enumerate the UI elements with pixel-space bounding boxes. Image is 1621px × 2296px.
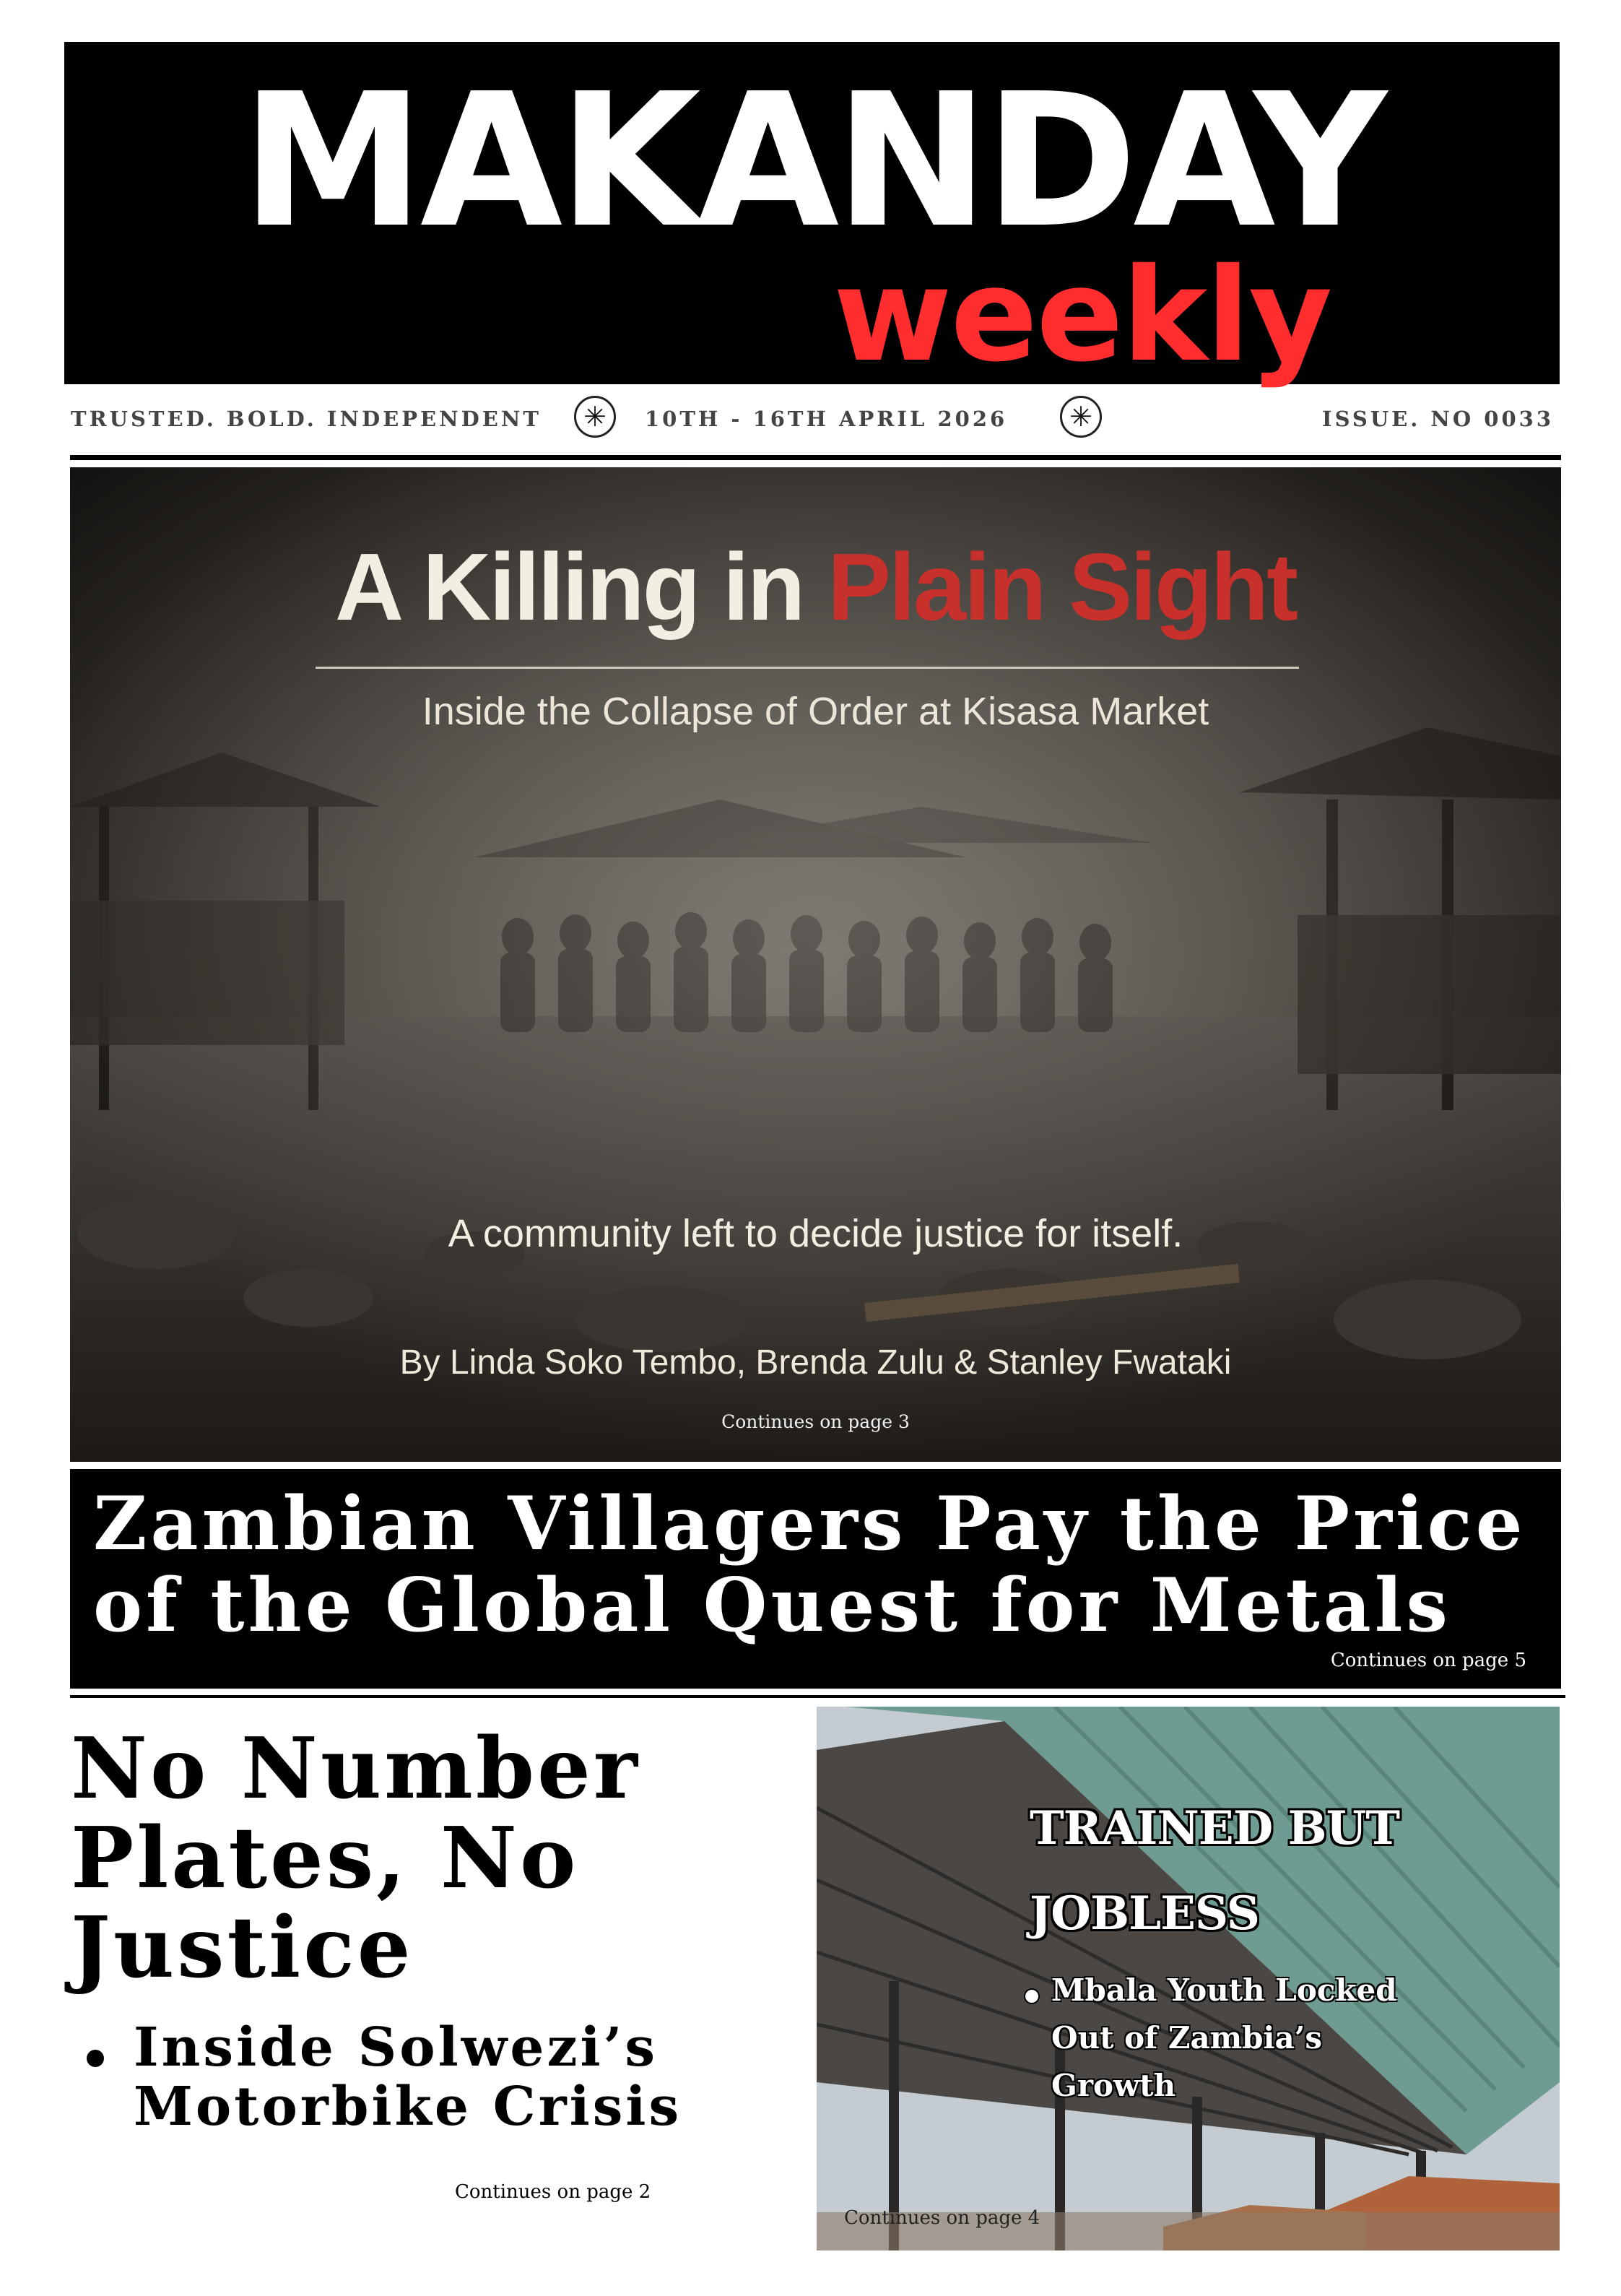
motto: TRUSTED. BOLD. INDEPENDENT: [71, 407, 542, 431]
lead-headline-part1: A Killing in: [334, 534, 827, 640]
lead-headline-part2: Plain Sight: [827, 534, 1297, 640]
bullet-icon: [1025, 1990, 1038, 2003]
asterisk-icon: ✳: [574, 396, 616, 438]
masthead: [64, 42, 1560, 390]
lead-story[interactable]: [70, 467, 1561, 1462]
bullet-icon: [87, 2050, 104, 2067]
masthead-subtitle: weekly: [833, 241, 1331, 390]
lead-continues-link[interactable]: Continues on page 3: [721, 1411, 910, 1432]
divider: [70, 455, 1561, 460]
lead-tagline: A community left to decide justice for itself.: [448, 1212, 1183, 1255]
photo-story-continues-link[interactable]: Continues on page 4: [844, 2207, 1040, 2229]
banner-story[interactable]: [70, 1469, 1561, 1689]
banner-continues-link[interactable]: Continues on page 5: [1330, 1650, 1526, 1671]
issue-number: ISSUE. NO 0033: [1322, 407, 1554, 431]
masthead-title: MAKANDAY: [241, 54, 1383, 269]
photo-story-bullet: Mbala Youth Locked Out of Zambia’s Growth: [1051, 1972, 1397, 2103]
left-story-bullet: Inside Solwezi’s Motorbike Crisis: [134, 2016, 682, 2138]
left-story-headline[interactable]: No Number Plates, No Justice: [71, 1720, 640, 1997]
asterisk-icon: ✳: [1060, 396, 1102, 438]
photo-story[interactable]: [817, 1707, 1560, 2250]
banner-headline: Zambian Villagers Pay the Price of the Global Quest for Metals: [93, 1481, 1526, 1649]
photo-story-headline: TRAINED BUT JOBLESS: [1030, 1801, 1399, 1941]
left-story-continues-link[interactable]: Continues on page 2: [455, 2181, 651, 2203]
divider: [70, 1695, 1565, 1698]
lead-byline: By Linda Soko Tembo, Brenda Zulu & Stanley Fwataki: [399, 1343, 1232, 1382]
issue-date: 10TH - 16TH APRIL 2026: [645, 407, 1008, 431]
headline-divider: [316, 667, 1299, 669]
lead-headline: [70, 534, 1561, 640]
lead-subheadline: Inside the Collapse of Order at Kisasa Market: [422, 690, 1209, 733]
